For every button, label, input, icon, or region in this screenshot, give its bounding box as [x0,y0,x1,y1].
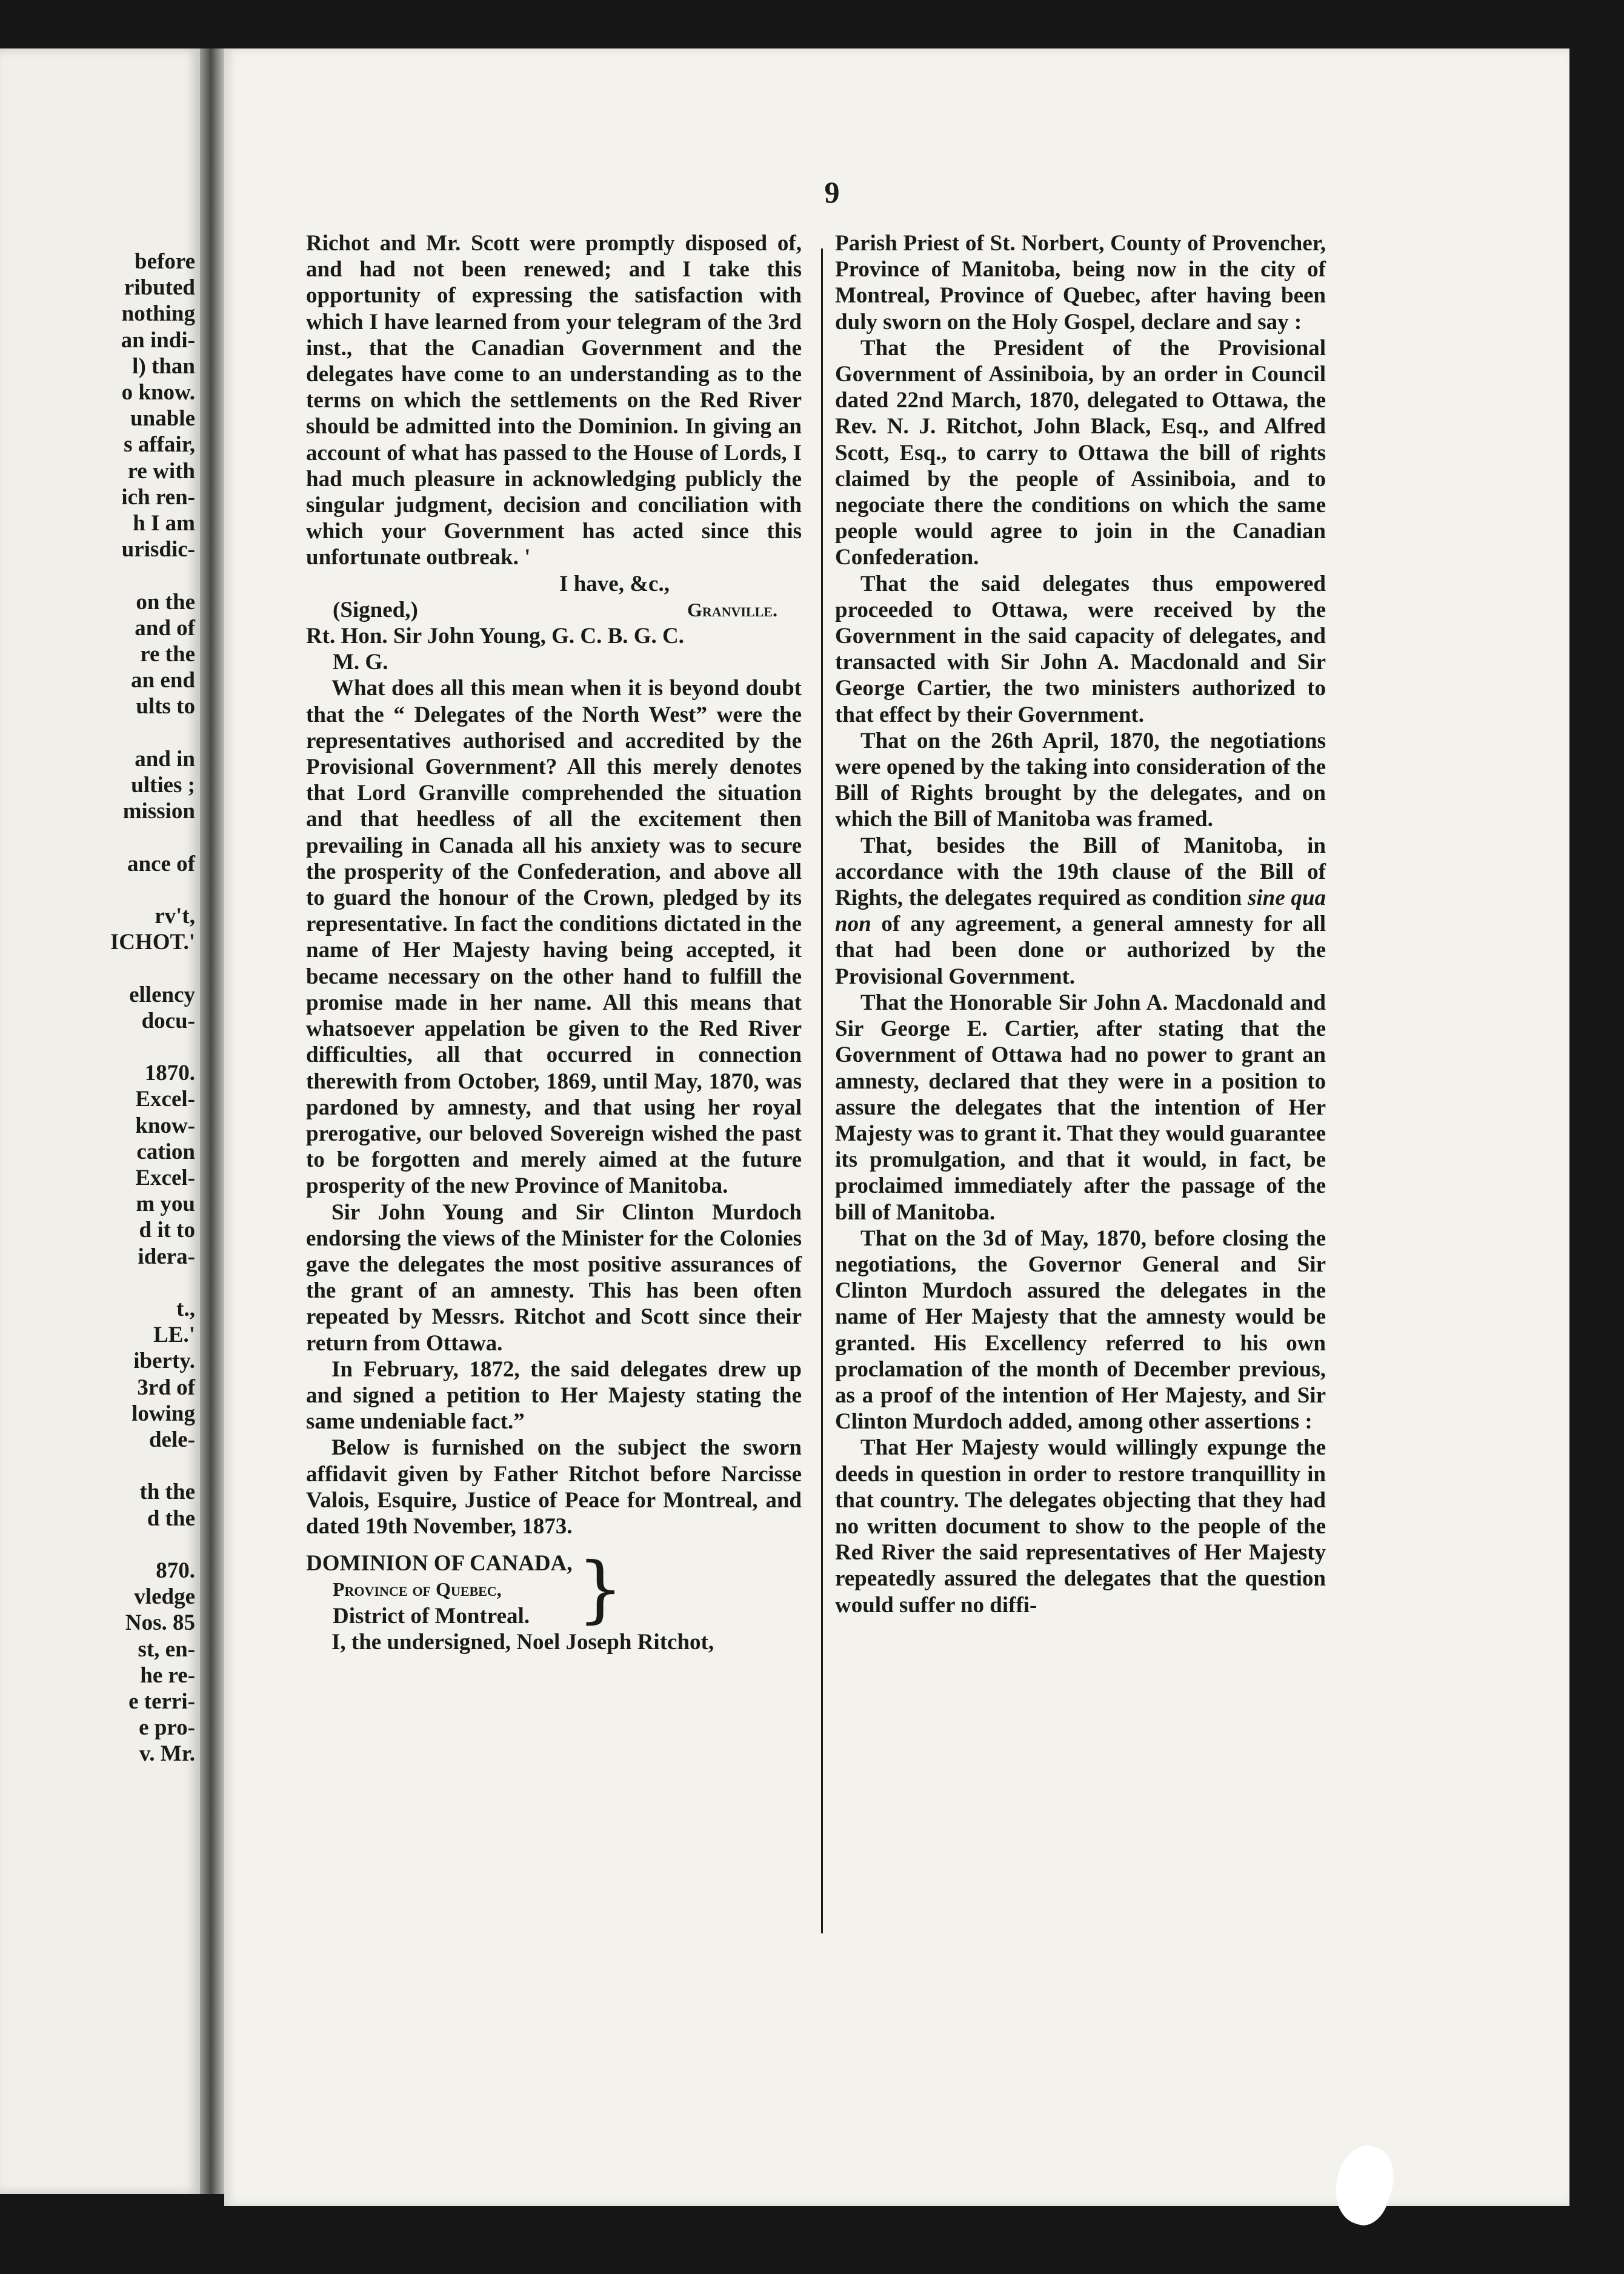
book-gutter [200,48,224,2194]
besides-text-start: That, besides the Bill of Manitoba, in accordance with the 19th clause of the Bill of Rights, the delegates required as condition [835,833,1326,911]
prev-page-line: know- [135,1113,195,1138]
prev-page-line: docu- [141,1008,195,1033]
signature-granville: Granville. [687,598,777,621]
prev-page-line: nothing [121,301,195,327]
prev-page-line: ulties ; [131,773,195,798]
paragraph-may-1870: That on the 3d of May, 1870, before closing the negotiations, the Governor General and Sir Clinton Murdoch assured the delegates in the name of Her Majesty that the amnesty would be granted. His Excellency referred to his own proclamation of the month of December previous, as a proof of the intention of Her Majesty, and Sir Clinton Murdoch added, among other assertions : [835,1225,1326,1435]
prev-page-line: mission [122,799,195,824]
prev-page-line: ellency [129,982,195,1007]
paragraph-delegates-ottawa: That the said delegates thus empowered proceeded to Ottawa, were received by the Government in the said capacity of delegates, and transacted with Sir John A. Macdonald and Sir George Cartier, the two ministers authorized to that effect by their Government. [835,571,1326,727]
prev-page-line: l) than [132,353,195,379]
prev-page-line: he re- [140,1662,195,1688]
prev-page-line: h I am [133,511,195,536]
letter-continuation-paragraph: Richot and Mr. Scott were promptly disposed of, and had not been renewed; and I take this opportunity of expressing the satisfaction with which I have learned from your telegram of the 3rd inst., that the Canadian Government and the delegates have come to an understanding as to the terms on which the settlements on the Red River should be admitted into the Dominion. In giving an account of what has passed to the House of Lords, I had much pleasure in acknowledging publicly the singular judgment, decision and conciliation with which your Government has acted since this unfortunate outbreak. ' [306,231,802,570]
prev-page-line: st, en- [138,1636,195,1662]
sine-qua-non: sine qua non [835,885,1326,937]
paragraph-president: That the President of the Provisional Government of Assiniboia, by an order in Council dated 22nd March, 1870, delegated to Ottawa, the Rev. N. J. Ritchot, John Black, Esq., and Alfred Scott, Esq., to carry to Ottawa the bill of rights claimed by the people of Assiniboia, and to negociate there the conditions on which the same people would agree to join in the Canadian Confederation. [835,335,1326,570]
prev-page-line: 1870. [144,1061,195,1086]
prev-page-line: ich ren- [121,484,195,510]
prev-page-line: iberty. [133,1349,195,1374]
prev-page-line: LE.' [153,1322,195,1348]
paragraph-bill-of-manitoba [835,833,1326,990]
prev-page-line: cation [136,1139,195,1164]
prev-page-line: re the [140,642,195,667]
prev-page-line: m you [136,1192,195,1217]
prev-page-line: e pro- [139,1715,195,1741]
prev-page-line: lowing [131,1401,195,1426]
prev-page-line: on the [136,589,195,615]
book-page [224,48,1569,2206]
besides-text-end: of any agreement, a general amnesty for all that had been done or authorized by the Provisional Government. [835,912,1326,989]
prev-page-line: th the [139,1479,195,1505]
addressee-line-1: Rt. Hon. Sir John Young, G. C. B. G. C. [306,624,684,649]
prev-page-line: rv't, [155,904,195,929]
signature-row [306,597,802,623]
signed-label: (Signed,) [333,597,418,622]
prev-page-line: an indi- [121,327,195,353]
prev-page-line: ICHOT.' [110,930,195,955]
paragraph-affidavit-intro: Below is furnished on the subject the sworn affidavit given by Father Ritchot before Narcisse Valois, Esquire, Justice of Peace for Montreal, and dated 19th November, 1873. [306,1435,802,1539]
page-number: 9 [824,175,840,209]
prev-page-line: o know. [121,380,195,405]
addressee-line-2: M. G. [333,650,388,675]
prev-page-line: d the [147,1505,195,1531]
paragraph-sir-john-young: Sir John Young and Sir Clinton Murdoch endorsing the views of the Minister for the Colonies gave the delegates the most positive assurances of the grant of an amnesty. This has been often repeated by Messrs. Ritchot and Scott since their return from Ottawa. [306,1199,802,1356]
prev-page-line: Nos. 85 [125,1610,195,1636]
prev-page-line: v. Mr. [139,1741,195,1767]
prev-page-line: t., [176,1296,195,1321]
prev-page-line: idera- [138,1244,195,1269]
prev-page-line: and in [135,746,195,772]
prev-page-line: before [135,249,195,274]
prev-page-line: ance of [127,851,195,876]
previous-page-fragment [0,48,200,2194]
left-column [306,230,802,1655]
prev-page-line: unable [130,406,195,432]
prev-page-line: s affair, [124,432,195,458]
address-dominion: DOMINION OF CANADA, [306,1551,573,1576]
address-province: Province of Quebec, [333,1578,502,1601]
paragraph-what-does-this-mean: What does all this mean when it is beyond doubt that the “ Delegates of the North West” were the representatives authorised and accredited by the Provisional Government? All this merely denotes that Lord Granville comprehended the situation and that heedless of all the excitement then prevailing in Canada all his anxiety was to secure the prosperity of the Confederation, and above all to guard the honour of the Crown, pledged by its representative. In fact the conditions dictated in the name of Her Majesty having being accepted, it became necessary on the other hand to fulfill the promise made in her name. All this means that whatsoever appelation be given to the Red River difficulties, all that occurred in connection therewith from October, 1869, until May, 1870, was pardoned by amnesty, and that using her royal prerogative, our beloved Sovereign wished the past to be forgotten and merely aimed at the future prosperity of the new Province of Manitoba. [306,676,802,1199]
paragraph-february-1872: In February, 1872, the said delegates drew up and signed a petition to Her Majesty stating the same undeniable fact.” [306,1356,802,1435]
prev-page-line: vledge [134,1584,195,1610]
prev-page-line: d it to [139,1218,195,1243]
paragraph-expunge: That Her Majesty would willingly expunge the deeds in question in order to restore tranquillity in that country. The delegates objecting that they had no written document to show to the people of the Red River the said representatives of Her Majesty repeatedly assured the delegates that the question would suffer no diffi- [835,1435,1326,1618]
affidavit-address-block [306,1547,802,1632]
paragraph-undersigned: I, the undersigned, Noel Joseph Ritchot, [331,1629,714,1655]
letter-closing: I have, &c., [559,571,670,596]
prev-page-line: ults to [136,694,195,719]
paragraph-macdonald-cartier: That the Honorable Sir John A. Macdonald and Sir George E. Cartier, after stating that the Government of Ottawa had no power to grant an amnesty, declared that they were in a position to assure the delegates that the intention of Her Majesty was to grant it. That they would guarantee its promulgation, and that it would, in fact, be proclaimed immediately after the passage of the bill of Manitoba. [835,990,1326,1225]
prev-page-line: Excel- [135,1165,195,1190]
prev-page-line: ributed [124,275,195,301]
column-divider [821,248,823,1933]
prev-page-line: dele- [148,1427,195,1452]
prev-page-line: 870. [156,1558,195,1583]
prev-page-line: an end [131,668,195,693]
curly-brace: } [577,1547,624,1632]
paragraph-april-1870: That on the 26th April, 1870, the negotiations were opened by the taking into consideration of the Bill of Rights brought by the delegates, and on which the Bill of Manitoba was framed. [835,728,1326,832]
address-district: District of Montreal. [333,1603,530,1629]
prev-page-line: and of [135,615,195,641]
prev-page-line: e terri- [128,1689,195,1714]
prev-page-line: 3rd of [137,1375,195,1400]
prev-page-line: Excel- [135,1087,195,1112]
prev-page-line: urisdic- [121,537,195,562]
prev-page-line: re with [127,458,195,484]
right-column [835,230,1326,1618]
paragraph-parish-priest: Parish Priest of St. Norbert, County of Provencher, Province of Manitoba, being now in the city of Montreal, Province of Quebec, after having been duly sworn on the Holy Gospel, declare and say : [835,231,1326,335]
